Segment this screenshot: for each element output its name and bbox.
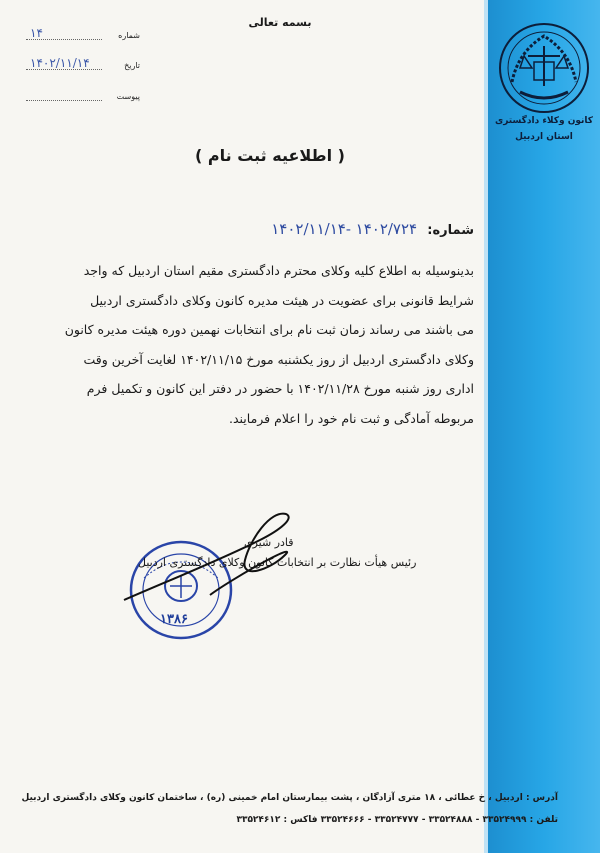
attachment-dotted-line [26,100,102,101]
reference-label: شماره: [427,223,474,238]
body-line: وکلای دادگستری اردبیل از روز یکشنبه مورخ ۱۴۰۲/۱۱/۱۵ لغایت آخرین وقت [83,351,474,367]
organization-name: کانون وکلاء دادگستری [494,116,594,126]
date-handwritten: ۱۴۰۲/۱۱/۱۴ [30,56,90,70]
announcement-body [64,256,474,433]
number-label: شماره [118,31,140,40]
signature-block [110,500,510,650]
reference-value: ۱۴۰۲/۷۲۴ -۱۴۰۲/۱۱/۱۴ [271,220,418,238]
attachment-label: پیوست [116,92,140,101]
body-line: مربوطه آمادگی و ثبت نام خود را اعلام فرمایند. [228,410,474,426]
signer-title: رئیس هیأت نظارت بر انتخابات کانون وکلای دادگستری اردبیل [138,556,417,569]
number-handwritten: ۱۴ [30,26,43,40]
body-line: بدینوسیله به اطلاع کلیه وکلای محترم دادگستری مقیم استان اردبیل که واجد [83,263,474,278]
date-label: تاریخ [124,61,140,70]
handwritten-signature [110,500,370,630]
footer-address: آدرس : اردبیل ، خ عطائی ، ۱۸ متری آزادگان ، پشت بیمارستان امام خمینی (ره) ، ساختمان کانون وکلای دادگستری اردبیل [21,793,558,803]
signer-name: قادر شیری [244,536,294,549]
attachment-field [22,88,140,106]
organization-province: استان اردبیل [515,132,573,142]
body-line: می باشند می رساند زمان ثبت نام برای انتخابات نهمین دوره هیئت مدیره کانون [64,322,474,337]
seal-year: ۱۳۸۶ [160,612,188,627]
number-field [22,27,140,45]
sidebar-band [488,0,600,853]
bar-association-emblem [498,22,590,114]
reference-number [271,220,474,238]
body-line: شرایط قانونی برای عضویت در هیئت مدیره کانون وکلای دادگستری اردبیل [90,292,474,308]
document-title: ( اطلاعیه ثبت نام ) [195,146,345,165]
body-line: اداری روز شنبه مورخ ۱۴۰۲/۱۱/۲۸ با حضور در دفتر این کانون و تکمیل فرم [86,381,474,396]
bismillah-heading: بسمه تعالی [248,16,312,29]
footer-phones: تلفن : ۳۳۵۲۴۹۹۹ - ۳۳۵۲۴۸۸۸ - ۳۳۵۲۴۷۷۷ - ۳۳۵۲۴۶۶۶ فاکس : ۳۳۵۲۴۶۱۲ [236,815,558,825]
date-field [22,57,140,75]
